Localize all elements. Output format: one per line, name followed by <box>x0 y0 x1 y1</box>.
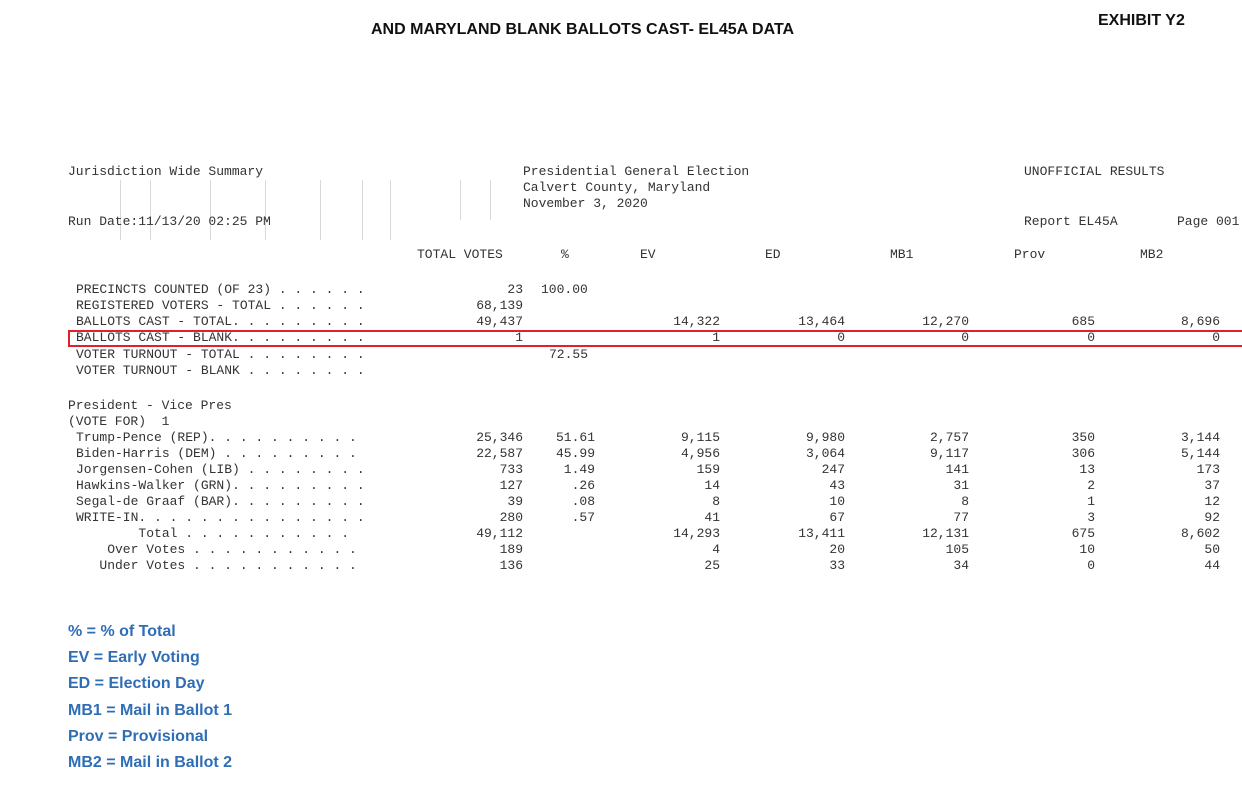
mb1-cell: 105 <box>945 542 969 557</box>
candidate-row <box>0 494 1242 510</box>
contest-vote-for: (VOTE FOR) 1 <box>68 414 170 429</box>
legend-item: ED = Election Day <box>68 675 205 692</box>
printout-guide-line <box>460 180 461 220</box>
mb1-cell: 8 <box>961 494 969 509</box>
mb1-cell: 2,757 <box>929 430 969 445</box>
ed-cell: 20 <box>829 542 845 557</box>
mb1-cell: 141 <box>945 462 969 477</box>
ed-cell: 247 <box>821 462 845 477</box>
row-label: BALLOTS CAST - TOTAL. . . . . . . . . <box>76 314 365 329</box>
printout-guide-line <box>362 180 363 240</box>
stats-row <box>0 347 1242 363</box>
legend-item: MB1 = Mail in Ballot 1 <box>68 702 233 719</box>
ed-cell: 67 <box>829 510 845 525</box>
ev-cell: 8 <box>712 494 720 509</box>
mb1-cell: 77 <box>953 510 969 525</box>
ev-cell: 9,115 <box>680 430 720 445</box>
row-label: Trump-Pence (REP). . . . . . . . . . <box>76 430 357 445</box>
stats-row <box>0 314 1242 330</box>
row-label: Biden-Harris (DEM) . . . . . . . . . <box>76 446 357 461</box>
document-title: AND MARYLAND BLANK BALLOTS CAST- EL45A DATA <box>371 21 795 38</box>
ev-cell: 4 <box>712 542 720 557</box>
ev-cell: 14,293 <box>673 526 720 541</box>
candidate-row <box>0 478 1242 494</box>
percent-cell: .26 <box>571 478 595 493</box>
ed-cell: 3,064 <box>805 446 845 461</box>
mb2-cell: 5,144 <box>1180 446 1220 461</box>
mb1-cell: 12,270 <box>922 314 969 329</box>
contest-total-row <box>0 526 1242 542</box>
row-label: Jorgensen-Cohen (LIB) . . . . . . . . <box>76 462 365 477</box>
contest-name: President - Vice Pres <box>68 398 232 413</box>
mb1-cell: 9,117 <box>929 446 969 461</box>
row-label: Hawkins-Walker (GRN). . . . . . . . . <box>76 478 365 493</box>
election-name: Presidential General Election <box>523 164 750 179</box>
total-votes-cell: 25,346 <box>476 430 523 445</box>
mb1-cell: 12,131 <box>922 526 969 541</box>
under-votes-row <box>0 558 1242 574</box>
ev-cell: 14,322 <box>673 314 720 329</box>
printout-guide-line <box>120 180 121 240</box>
printout-guide-line <box>490 180 491 220</box>
row-label: Segal-de Graaf (BAR). . . . . . . . . <box>76 494 365 509</box>
ev-cell: 41 <box>704 510 720 525</box>
mb2-cell: 173 <box>1196 462 1220 477</box>
prov-cell: 0 <box>1087 558 1095 573</box>
total-votes-cell: 733 <box>499 462 523 477</box>
percent-cell: 45.99 <box>555 446 595 461</box>
ev-cell: 4,956 <box>680 446 720 461</box>
total-votes-cell: 23 <box>507 282 523 297</box>
mb2-cell: 37 <box>1204 478 1220 493</box>
election-date: November 3, 2020 <box>523 196 648 211</box>
legend-item: EV = Early Voting <box>68 649 200 666</box>
ev-cell: 159 <box>696 462 720 477</box>
candidate-row <box>0 430 1242 446</box>
ed-cell: 9,980 <box>805 430 845 445</box>
candidate-row <box>0 510 1242 526</box>
percent-cell: 51.61 <box>555 430 595 445</box>
candidate-row <box>0 462 1242 478</box>
ed-cell: 0 <box>837 330 845 345</box>
mb2-cell: 8,602 <box>1180 526 1220 541</box>
stats-row <box>0 282 1242 298</box>
total-votes-cell: 280 <box>499 510 523 525</box>
page-number: Page 001 <box>1177 214 1240 229</box>
mb1-cell: 0 <box>961 330 969 345</box>
exhibit-label: EXHIBIT Y2 <box>1098 12 1185 29</box>
row-label: REGISTERED VOTERS - TOTAL . . . . . . <box>76 298 365 313</box>
legend-item: MB2 = Mail in Ballot 2 <box>68 754 233 771</box>
ed-cell: 13,464 <box>798 314 845 329</box>
total-votes-cell: 127 <box>499 478 523 493</box>
legend-item: Prov = Provisional <box>68 728 209 745</box>
printout-guide-line <box>265 180 266 240</box>
row-label: WRITE-IN. . . . . . . . . . . . . . . <box>76 510 365 525</box>
ev-cell: 14 <box>704 478 720 493</box>
column-header-prov: Prov <box>1014 247 1046 262</box>
ed-cell: 10 <box>829 494 845 509</box>
ev-cell: 1 <box>712 330 720 345</box>
total-votes-cell: 189 <box>499 542 523 557</box>
total-votes-cell: 136 <box>499 558 523 573</box>
row-label: Over Votes . . . . . . . . . . . <box>76 542 357 557</box>
prov-cell: 350 <box>1071 430 1095 445</box>
printout-guide-line <box>320 180 321 240</box>
over-votes-row <box>0 542 1242 558</box>
county-name: Calvert County, Maryland <box>523 180 711 195</box>
percent-cell: .08 <box>571 494 595 509</box>
prov-cell: 306 <box>1071 446 1095 461</box>
mb2-cell: 92 <box>1204 510 1220 525</box>
stats-row <box>0 298 1242 314</box>
legend-item: % = % of Total <box>68 623 176 640</box>
prov-cell: 1 <box>1087 494 1095 509</box>
total-votes-cell: 68,139 <box>476 298 523 313</box>
row-label: Under Votes . . . . . . . . . . . <box>76 558 357 573</box>
percent-cell: .57 <box>571 510 595 525</box>
printout-guide-line <box>210 180 211 240</box>
column-header-ed: ED <box>765 247 781 262</box>
percent-cell: 1.49 <box>563 462 595 477</box>
total-votes-cell: 1 <box>515 330 523 345</box>
candidate-row <box>0 446 1242 462</box>
ed-cell: 43 <box>829 478 845 493</box>
row-label: PRECINCTS COUNTED (OF 23) . . . . . . <box>76 282 365 297</box>
stats-row <box>0 363 1242 379</box>
column-header-mb1: MB1 <box>890 247 914 262</box>
run-date: Run Date:11/13/20 02:25 PM <box>68 214 271 229</box>
mb2-cell: 3,144 <box>1180 430 1220 445</box>
mb1-cell: 34 <box>953 558 969 573</box>
ed-cell: 13,411 <box>798 526 845 541</box>
percent-cell: 100.00 <box>541 282 588 297</box>
report-id: Report EL45A <box>1024 214 1118 229</box>
printout-guide-line <box>390 180 391 240</box>
total-votes-cell: 22,587 <box>476 446 523 461</box>
total-votes-cell: 49,112 <box>476 526 523 541</box>
mb1-cell: 31 <box>953 478 969 493</box>
printout-guide-line <box>150 180 151 240</box>
percent-cell: 72.55 <box>549 347 589 362</box>
prov-cell: 13 <box>1079 462 1095 477</box>
prov-cell: 2 <box>1087 478 1095 493</box>
blank-ballots-highlight-box <box>68 330 1242 347</box>
column-header-percent: % <box>561 247 569 262</box>
prov-cell: 3 <box>1087 510 1095 525</box>
mb2-cell: 12 <box>1204 494 1220 509</box>
ev-cell: 25 <box>704 558 720 573</box>
row-label: VOTER TURNOUT - TOTAL . . . . . . . . <box>76 347 365 362</box>
row-label: VOTER TURNOUT - BLANK . . . . . . . . <box>76 363 365 378</box>
total-votes-cell: 49,437 <box>476 314 523 329</box>
mb2-cell: 8,696 <box>1180 314 1220 329</box>
results-status: UNOFFICIAL RESULTS <box>1024 164 1165 179</box>
column-header-total-votes: TOTAL VOTES <box>417 247 503 262</box>
total-votes-cell: 39 <box>507 494 523 509</box>
mb2-cell: 0 <box>1212 330 1220 345</box>
mb2-cell: 50 <box>1204 542 1220 557</box>
row-label: Total . . . . . . . . . . . <box>76 526 350 541</box>
row-label: BALLOTS CAST - BLANK. . . . . . . . . <box>76 330 365 345</box>
prov-cell: 10 <box>1079 542 1095 557</box>
prov-cell: 685 <box>1071 314 1095 329</box>
ed-cell: 33 <box>829 558 845 573</box>
column-header-mb2: MB2 <box>1140 247 1164 262</box>
mb2-cell: 44 <box>1204 558 1220 573</box>
column-header-ev: EV <box>640 247 656 262</box>
prov-cell: 0 <box>1087 330 1095 345</box>
summary-label: Jurisdiction Wide Summary <box>68 164 264 179</box>
prov-cell: 675 <box>1071 526 1095 541</box>
